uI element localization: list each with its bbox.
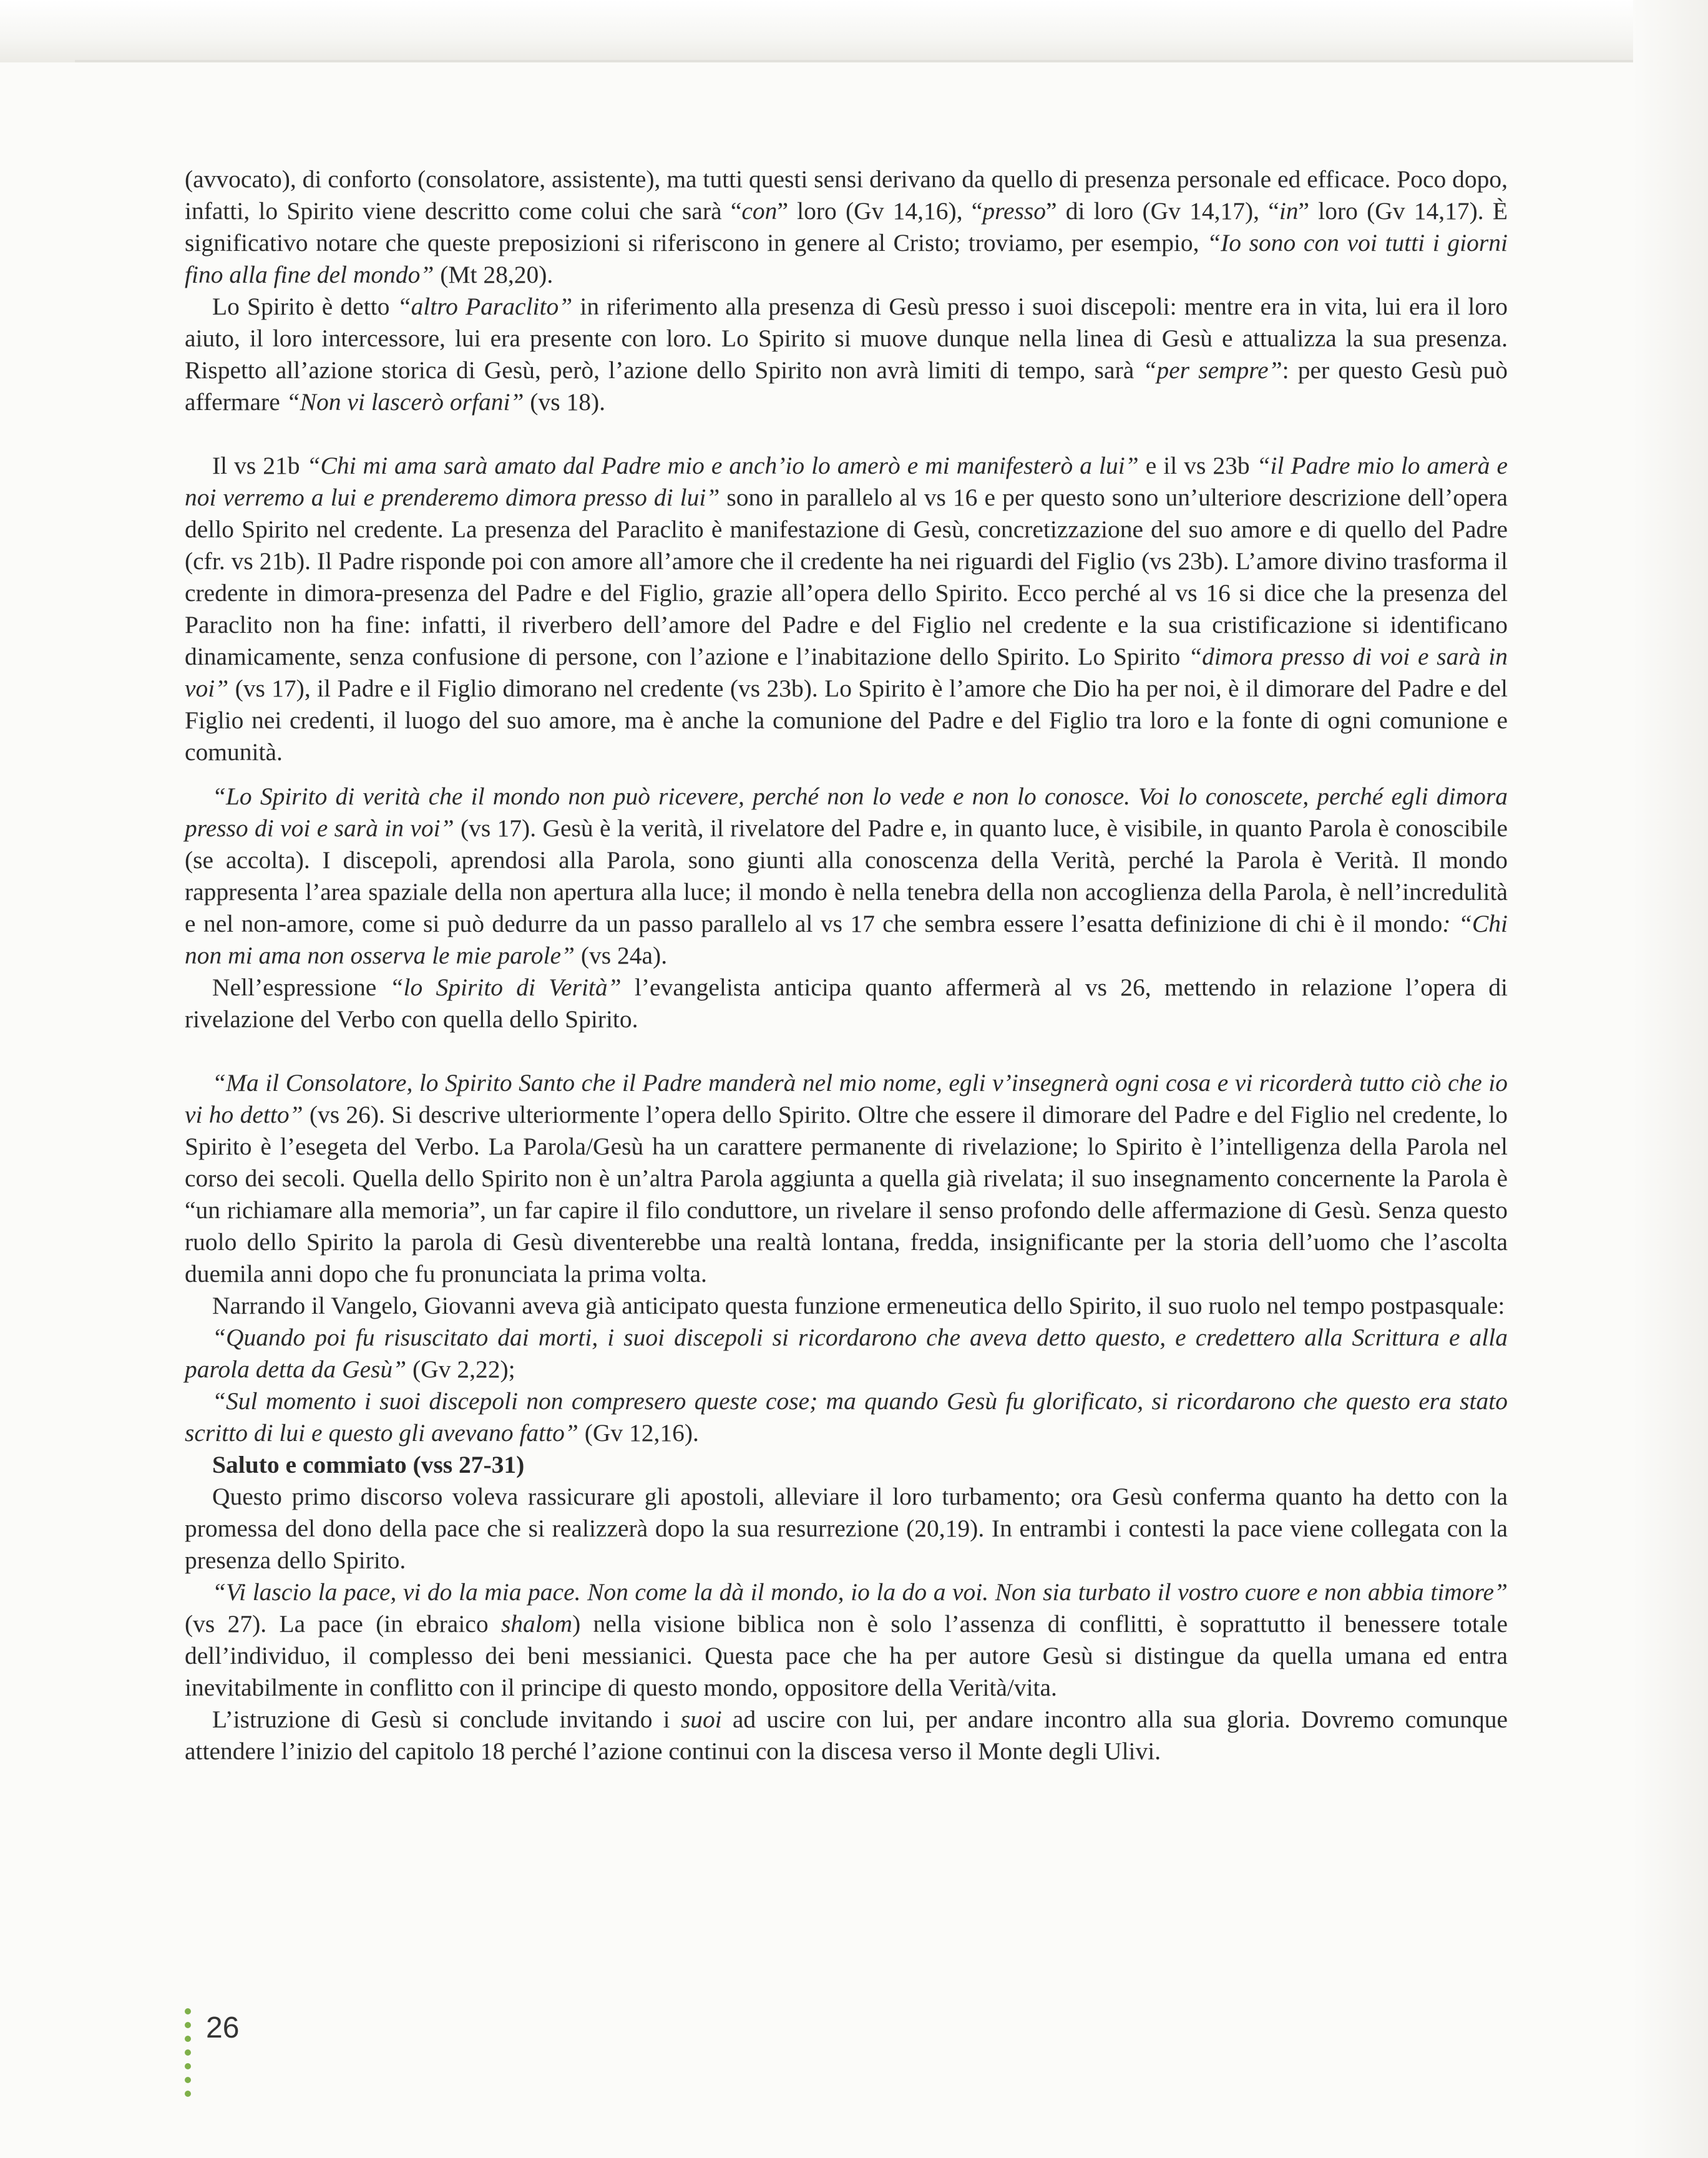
italic-run: “Chi mi ama sarà amato dal Padre mio e anch’io lo amerò e mi manifesterò a lui” [306, 452, 1139, 479]
italic-run: shalom [500, 1610, 573, 1638]
decorative-dots [185, 2008, 192, 2104]
italic-run: “lo Spirito di Verità” [389, 974, 622, 1001]
italic-run: “Quando poi fu risuscitato dai morti, i suoi discepoli si ricordarono che aveva detto questo, e credettero alla Scrittura e alla parola detta da Gesù” [185, 1324, 1508, 1383]
dot-icon [185, 2091, 191, 2097]
page-body [185, 164, 1508, 1767]
text-run: Narrando il Vangelo, Giovanni aveva già anticipato questa funzione ermeneutica dello Spirito, il suo ruolo nel tempo postpasquale: [212, 1292, 1505, 1319]
paragraph-4 [185, 781, 1508, 972]
text-run: ” loro (Gv 14,16), “ [777, 197, 983, 225]
paragraph-2 [185, 291, 1508, 418]
dot-icon [185, 2036, 191, 2042]
italic-run: “dimora presso di voi e sarà in voi” [185, 643, 1508, 702]
paragraph-3 [185, 450, 1508, 768]
text-run: (Gv 12,16). [578, 1419, 699, 1447]
dot-icon [185, 2008, 191, 2014]
text-run: e il vs 23b [1138, 452, 1257, 479]
text-run: ” di loro (Gv 14,17), “ [1046, 197, 1279, 225]
text-run: (Gv 2,22); [406, 1355, 515, 1383]
text-run: ” loro (Gv 14,17). È significativo notare che queste preposizioni si riferiscono in genere al Cristo; troviamo, per esempio, [185, 197, 1508, 256]
text-run: Nell’espressione [212, 974, 390, 1001]
text-run: Lo Spirito è detto [212, 293, 398, 320]
text-run: ad uscire con lui, per andare incontro alla sua gloria. Dovremo comunque attendere l’inizio del capitolo 18 perché l’azione continui con la discesa verso il Monte degli Ulivi. [185, 1706, 1508, 1765]
page-top-edge [0, 0, 1708, 62]
paragraph-5 [185, 972, 1508, 1035]
italic-run: presso [982, 197, 1046, 225]
text-run: : per questo Gesù può affermare [185, 356, 1508, 416]
paragraph-1 [185, 164, 1508, 291]
dot-icon [185, 2022, 191, 2028]
text-run: (vs 18). [524, 388, 605, 416]
italic-run: “Io sono con voi tutti i giorni fino alla fine del mondo” [185, 229, 1508, 288]
text-run: (vs 24a). [575, 942, 668, 969]
italic-run: “il Padre mio lo amerà e noi verremo a lui e prenderemo dimora presso di lui” [185, 452, 1508, 511]
text-run: sono in parallelo al vs 16 e per questo sono un’ulteriore descrizione dell’opera dello Spirito nel credente. La presenza del Paraclito è manifestazione di Gesù, concretizzazione del suo amore e di quello del Padre (cfr. vs 21b). Il Padre risponde poi con amore all’amore che il credente ha nei riguardi del Figlio (vs 23b). L’amore divino trasforma il credente in dimora-presenza del Padre e del Figlio, grazie all’opera dello Spirito. Ecco perché al vs 16 si dice che la presenza del Paraclito non ha fine: infatti, il riverbero dell’amore del Padre e del Figlio nel credente e la sua cristificazione si identificano dinamicamente, senza confusione di persone, con l’azione e l’inabitazione dello Spirito. Lo Spirito [185, 484, 1508, 670]
italic-run: “Lo Spirito di verità che il mondo non può ricevere, perché non lo vede e non lo conosce. Voi lo conoscete, perché egli dimora presso di voi e sarà in voi” [185, 783, 1508, 842]
paragraph-9 [185, 1385, 1508, 1449]
italic-run: in [1279, 197, 1299, 225]
text-run: (avvocato), di conforto (consolatore, assistente), ma tutti questi sensi derivano da quello di presenza personale ed efficace. Poco dopo, infatti, lo Spirito viene descritto come colui che sarà “ [185, 165, 1508, 225]
paragraph-7 [185, 1290, 1508, 1322]
text-run: (Mt 28,20). [434, 261, 554, 288]
text-run: (vs 17). Gesù è la verità, il rivelatore del Padre e, in quanto luce, è visibile, in quanto Parola è conoscibile (se accolta). I discepoli, aprendosi alla Parola, sono giunti alla conoscenza della Verità, perché la Parola è Verità. Il mondo rappresenta l’area spaziale della non apertura alla luce; il mondo è nella tenebra della non accoglienza della Parola, è nell’incredulità e nel non-amore, come si può dedurre da un passo parallelo al vs 17 che sembra essere l’esatta definizione di chi è il mondo [185, 814, 1508, 937]
page-number: 26 [206, 2011, 240, 2044]
italic-run: “Non vi lascerò orfani” [286, 388, 524, 416]
paragraph-6 [185, 1067, 1508, 1290]
italic-run: suoi [680, 1706, 722, 1733]
italic-run: “Ma il Consolatore, lo Spirito Santo che il Padre manderà nel mio nome, egli v’insegnerà ogni cosa e vi ricorderà tutto ciò che io vi ho detto” [185, 1069, 1508, 1128]
italic-run: “per sempre” [1143, 356, 1282, 384]
text-run: (vs 27). La pace (in ebraico [185, 1610, 501, 1638]
page-fold-shadow [1633, 0, 1708, 2158]
paragraph-8 [185, 1322, 1508, 1385]
italic-run: “Sul momento i suoi discepoli non compresero queste cose; ma quando Gesù fu glorificato, si ricordarono che questo era stato scritto di lui e questo gli avevano fatto” [185, 1387, 1508, 1447]
text-run: Questo primo discorso voleva rassicurare gli apostoli, alleviare il loro turbamento; ora Gesù conferma quanto ha detto con la promessa del dono della pace che si realizzerà dopo la sua resurrezione (20,19). In entrambi i contesti la pace viene collegata con la presenza dello Spirito. [185, 1483, 1508, 1574]
paragraph-11 [185, 1576, 1508, 1704]
page-edge-line [75, 60, 1708, 62]
italic-run: “altro Paraclito” [397, 293, 573, 320]
text-run: l’evangelista anticipa quanto affermerà al vs 26, mettendo in relazione l’opera di rivelazione del Verbo con quella dello Spirito. [185, 974, 1508, 1033]
dot-icon [185, 2049, 191, 2056]
text-run: (vs 26). Si descrive ulteriormente l’opera dello Spirito. Oltre che essere il dimorare del Padre e del Figlio nel credente, lo Spirito è l’esegeta del Verbo. La Parola/Gesù ha un carattere permanente di rivelazione; lo Spirito è l’intelligenza della Parola nel corso dei secoli. Quella dello Spirito non è un’altra Parola aggiunta a quella già rivelata; il suo insegnamento concernente la Parola è “un richiamare alla memoria”, un far capire il filo conduttore, un rivelare il senso profondo delle affermazione di Gesù. Senza questo ruolo dello Spirito la parola di Gesù diventerebbe una realtà lontana, fredda, insignificante per la storia dell’uomo che l’ascolta duemila anni dopo che fu pronunciata la prima volta. [185, 1101, 1508, 1287]
italic-run: “Vi lascio la pace, vi do la mia pace. Non come la dà il mondo, io la do a voi. Non sia turbato il vostro cuore e non abbia timore” [212, 1578, 1508, 1606]
dot-icon [185, 2063, 191, 2069]
italic-run: : “Chi non mi ama non osserva le mie parole” [185, 910, 1508, 969]
text-run: L’istruzione di Gesù si conclude invitando i [212, 1706, 681, 1733]
text-run: in riferimento alla presenza di Gesù presso i suoi discepoli: mentre era in vita, lui era il loro aiuto, il loro intercessore, lui era presente con loro. Lo Spirito si muove dunque nella linea di Gesù e attualizza la sua presenza. Rispetto all’azione storica di Gesù, però, l’azione dello Spirito non avrà limiti di tempo, sarà [185, 293, 1508, 384]
text-run: (vs 17), il Padre e il Figlio dimorano nel credente (vs 23b). Lo Spirito è l’amore che Dio ha per noi, è il dimorare del Padre e del Figlio nei credenti, il luogo del suo amore, ma è anche la comunione del Padre e del Figlio tra loro e la fonte di ogni comunione e comunità. [185, 675, 1508, 766]
paragraph-10 [185, 1481, 1508, 1576]
text-run: ) nella visione biblica non è solo l’assenza di conflitti, è soprattutto il benessere totale dell’individuo, il complesso dei beni messianici. Questa pace che ha per autore Gesù si distingue da quella umana ed entra inevitabilmente in conflitto con il principe di questo mondo, oppositore della Verità/vita. [185, 1610, 1508, 1701]
paragraph-12 [185, 1704, 1508, 1767]
italic-run: con [741, 197, 778, 225]
dot-icon [185, 2077, 191, 2083]
section-heading: Saluto e commiato (vss 27-31) [212, 1451, 525, 1478]
text-run: Il vs 21b [212, 452, 307, 479]
